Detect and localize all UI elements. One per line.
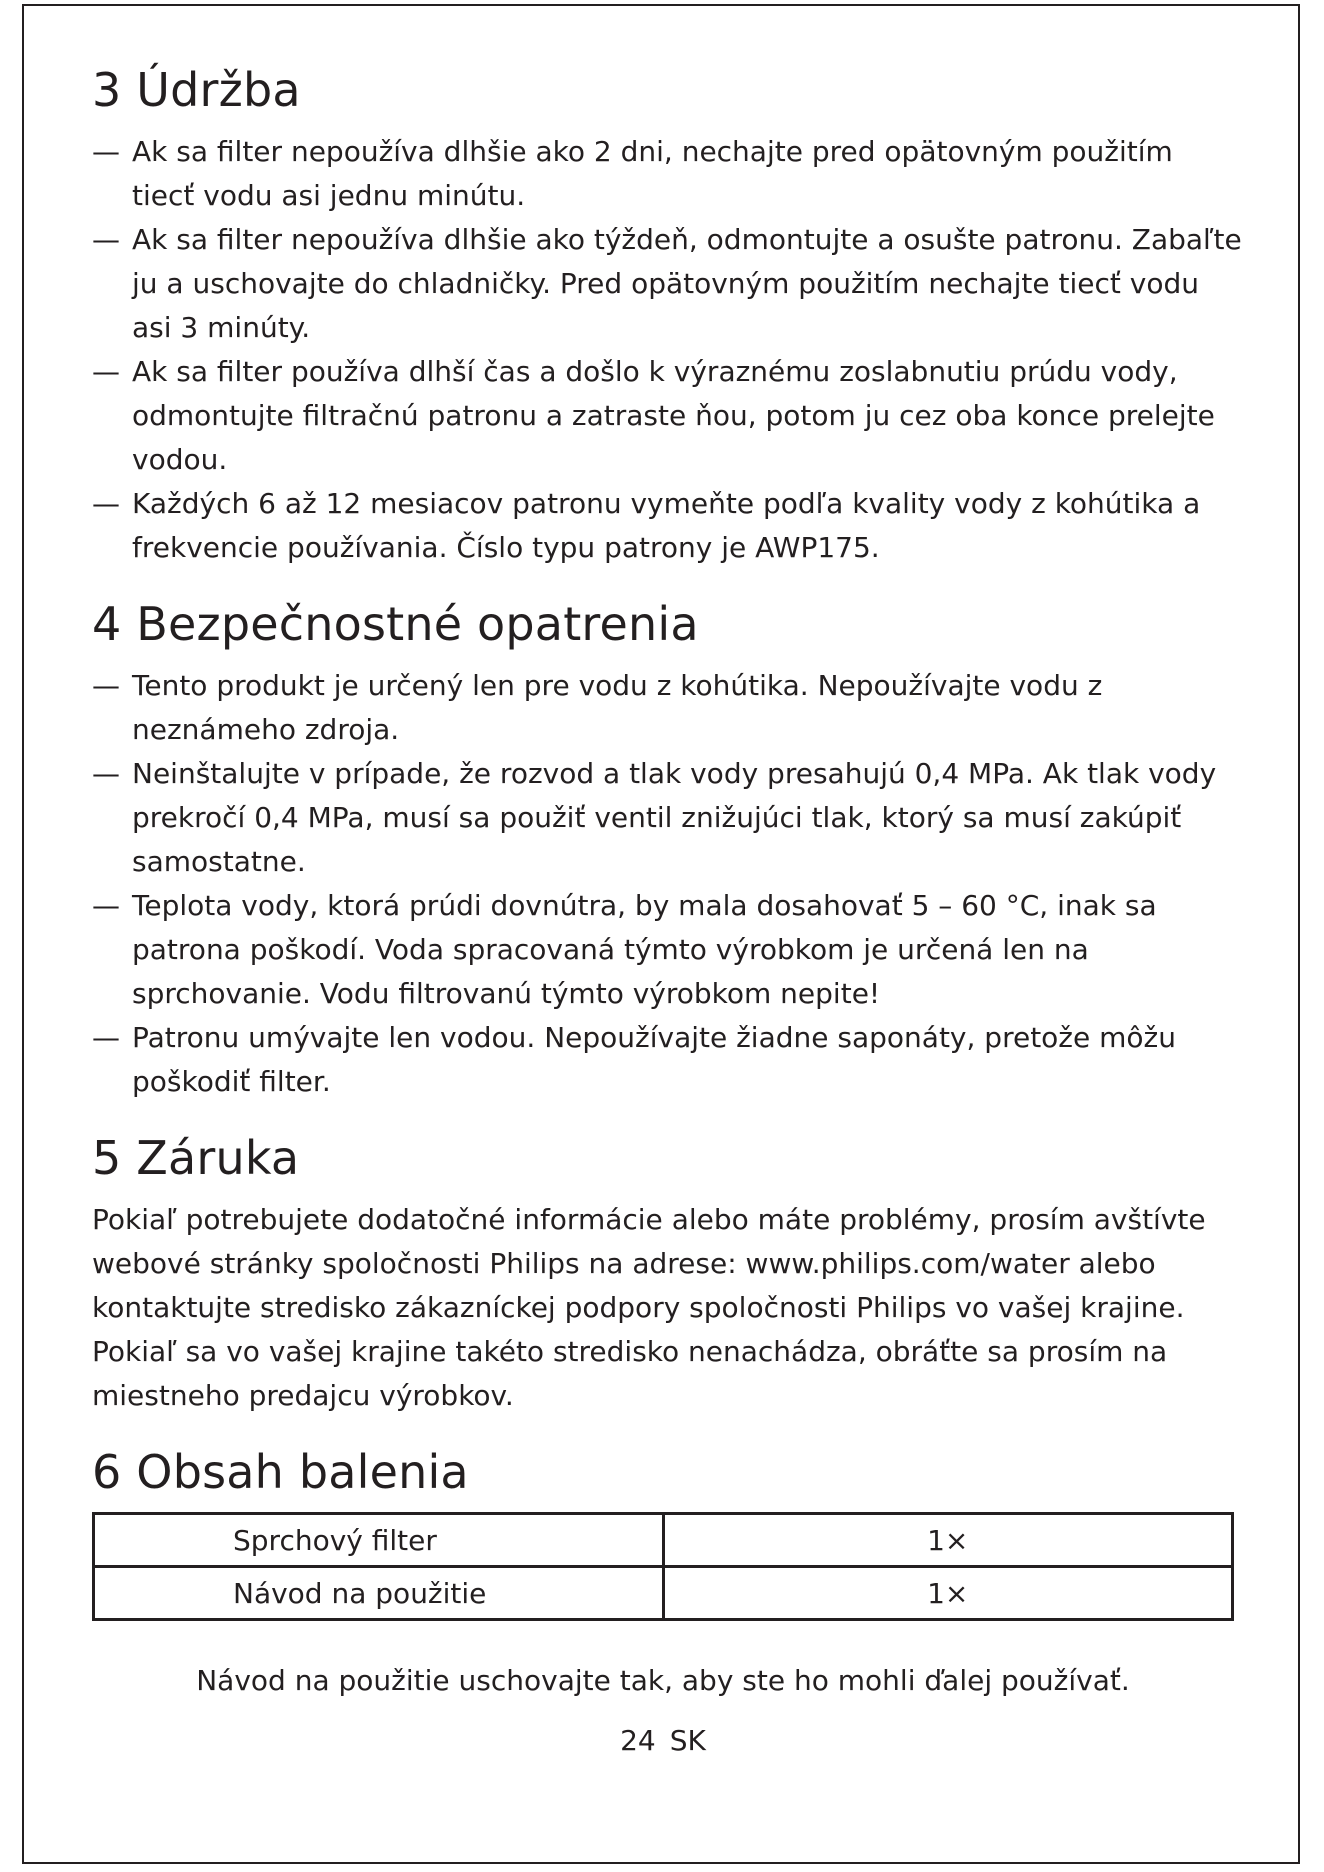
section-heading: 6 Obsah balenia <box>92 1445 469 1499</box>
list-item <box>92 664 1242 752</box>
list-item <box>92 884 1242 1016</box>
page-footer <box>92 1719 1234 1763</box>
dash-mark: — <box>92 223 120 256</box>
table-cell-item: Návod na použitie <box>94 1567 664 1620</box>
warranty-paragraph: Pokiaľ potrebujete dodatočné informácie alebo máte problémy, prosím avštívte webové stránky spoločnosti Philips na adrese: www.philips.com/water alebo kontaktujte stredisko zákazníckej podpory spoločnosti Philips vo vašej krajine. Pokiaľ sa vo vašej krajine takéto stredisko nenachádza, obráťte sa prosím na miestneho predajcu výrobkov. <box>92 1203 1206 1412</box>
list-item <box>92 218 1242 350</box>
section-safety <box>92 596 1242 1104</box>
table-cell-quantity: 1× <box>663 1514 1233 1567</box>
list-item <box>92 350 1242 482</box>
table-cell-item: Sprchový filter <box>94 1514 664 1567</box>
list-item-text: Ak sa filter nepoužíva dlhšie ako týždeň, odmontujte a osušte patronu. Zabaľte ju a uschovajte do chladničky. Pred opätovným použitím nechajte tiecť vodu asi 3 minúty. <box>132 223 1242 344</box>
list-item <box>92 752 1242 884</box>
table-row <box>94 1514 1233 1567</box>
section-heading: 5 Záruka <box>92 1131 300 1185</box>
table-cell-quantity: 1× <box>663 1567 1233 1620</box>
dash-mark: — <box>92 1021 120 1054</box>
package-contents-table <box>92 1512 1234 1621</box>
section-maintenance <box>92 62 1242 570</box>
keep-manual-note: Návod na použitie uschovajte tak, aby ste ho mohli ďalej používať. <box>196 1664 1130 1697</box>
list-item-text: Ak sa filter používa dlhší čas a došlo k výraznému zoslabnutiu prúdu vody, odmontujte filtračnú patronu a zatraste ňou, potom ju cez oba konce prelejte vodou. <box>132 355 1215 476</box>
dash-mark: — <box>92 757 120 790</box>
language-code: SK <box>669 1724 706 1757</box>
list-item-text: Ak sa filter nepoužíva dlhšie ako 2 dni, nechajte pred opätovným použitím tiecť vodu asi jednu minútu. <box>132 135 1173 212</box>
list-item-text: Neinštalujte v prípade, že rozvod a tlak vody presahujú 0,4 MPa. Ak tlak vody prekročí 0,4 MPa, musí sa použiť ventil znižujúci tlak, ktorý sa musí zakúpiť samostatne. <box>132 757 1217 878</box>
list-item-text: Teplota vody, ktorá prúdi dovnútra, by mala dosahovať 5 – 60 °C, inak sa patrona poškodí. Voda spracovaná týmto výrobkom je určená len na sprchovanie. Vodu filtrovanú týmto výrobkom nepite! <box>132 889 1157 1010</box>
list-item <box>92 1016 1242 1104</box>
section-package-contents <box>92 1444 1242 1621</box>
dash-mark: — <box>92 355 120 388</box>
section-heading: 4 Bezpečnostné opatrenia <box>92 597 699 651</box>
dash-mark: — <box>92 487 120 520</box>
list-item-text: Patronu umývajte len vodou. Nepoužívajte žiadne saponáty, pretože môžu poškodiť filter. <box>132 1021 1176 1098</box>
page-content <box>92 62 1242 1763</box>
list-item <box>92 482 1242 570</box>
list-item <box>92 130 1242 218</box>
list-item-text: Tento produkt je určený len pre vodu z kohútika. Nepoužívajte vodu z neznámeho zdroja. <box>132 669 1103 746</box>
safety-list <box>92 664 1242 1104</box>
dash-mark: — <box>92 669 120 702</box>
dash-mark: — <box>92 889 120 922</box>
page-number: 24 <box>620 1724 656 1757</box>
table-row <box>94 1567 1233 1620</box>
list-item-text: Každých 6 až 12 mesiacov patronu vymeňte podľa kvality vody z kohútika a frekvencie používania. Číslo typu patrony je AWP175. <box>132 487 1201 564</box>
section-warranty <box>92 1130 1242 1418</box>
section-heading: 3 Údržba <box>92 63 301 117</box>
dash-mark: — <box>92 135 120 168</box>
maintenance-list <box>92 130 1242 570</box>
